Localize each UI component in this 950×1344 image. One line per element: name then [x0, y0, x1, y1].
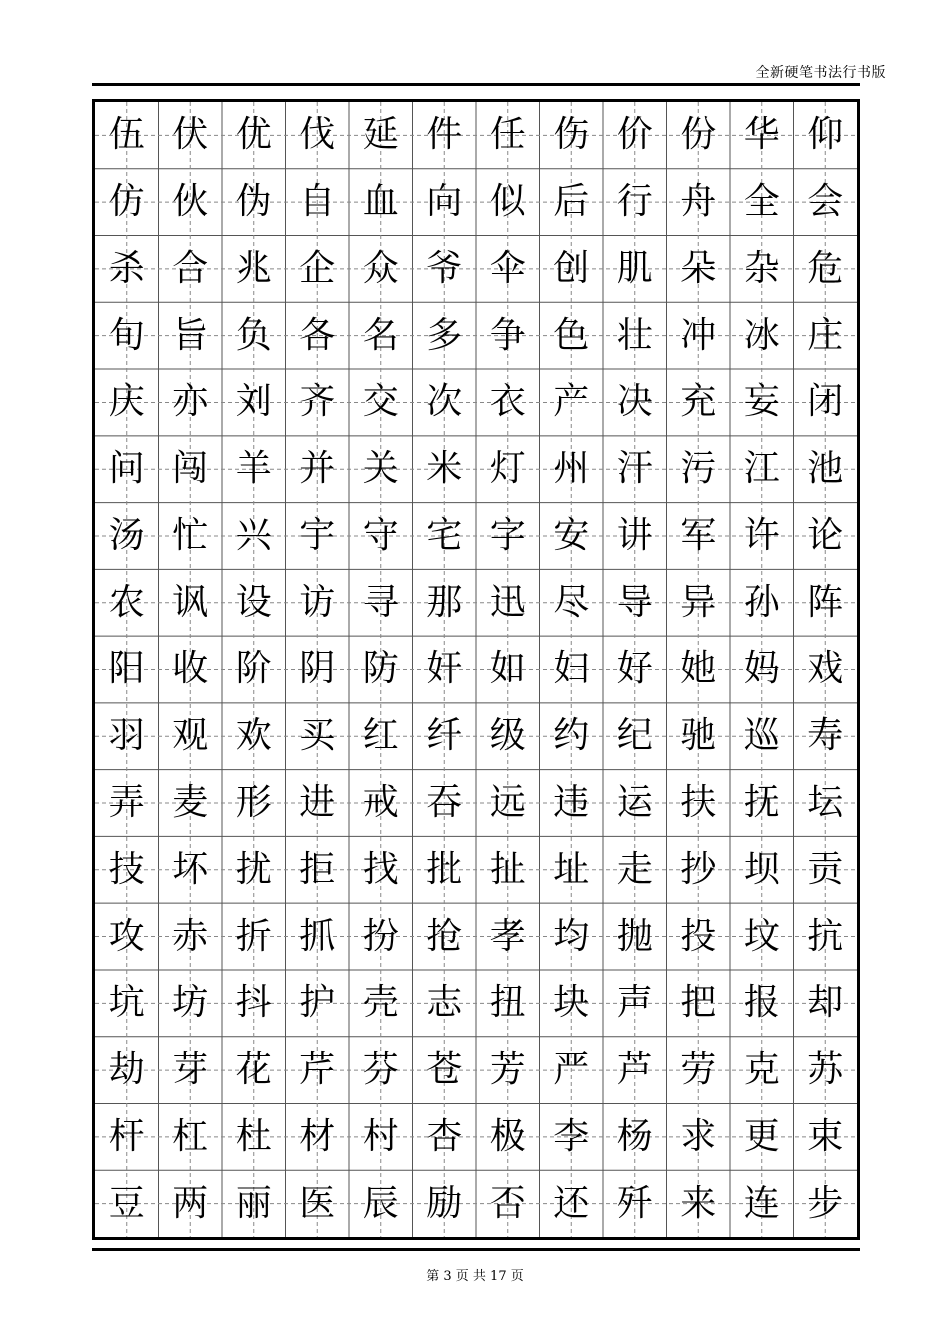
- character-cell: 米: [426, 448, 463, 490]
- character-cell: 歼: [616, 1182, 653, 1224]
- character-cell: 众: [362, 247, 399, 289]
- character-cell: 江: [743, 448, 780, 490]
- character-cell: 丽: [235, 1182, 272, 1224]
- character-cell: 扯: [489, 848, 526, 890]
- character-cell: 妇: [553, 648, 590, 690]
- character-cell: 自: [299, 181, 336, 223]
- character-cell: 各: [299, 314, 336, 356]
- character-cell: 束: [807, 1115, 844, 1157]
- character-cell: 观: [172, 715, 209, 757]
- character-cell: 杏: [426, 1115, 463, 1157]
- character-cell: 仰: [807, 114, 844, 156]
- character-cell: 舟: [680, 181, 717, 223]
- character-cell: 块: [553, 982, 590, 1024]
- character-cell: 报: [743, 982, 780, 1024]
- character-cell: 志: [426, 982, 463, 1024]
- character-cell: 抓: [299, 915, 336, 957]
- character-cell: 弄: [108, 782, 145, 824]
- character-cell: 肌: [616, 247, 653, 289]
- character-cell: 份: [680, 114, 717, 156]
- character-cell: 芦: [616, 1049, 653, 1091]
- character-cell: 会: [807, 181, 844, 223]
- character-cell: 灯: [489, 448, 526, 490]
- character-cell: 伙: [172, 181, 209, 223]
- character-cell: 麦: [172, 782, 209, 824]
- character-cell: 纤: [426, 715, 463, 757]
- character-cell: 那: [426, 581, 463, 623]
- character-cell: 污: [680, 448, 717, 490]
- character-cell: 色: [553, 314, 590, 356]
- character-cell: 许: [743, 514, 780, 556]
- character-cell: 驰: [680, 715, 717, 757]
- character-cell: 字: [489, 514, 526, 556]
- character-cell: 却: [807, 982, 844, 1024]
- character-cell: 约: [553, 715, 590, 757]
- character-cell: 址: [553, 848, 590, 890]
- character-cell: 讲: [616, 514, 653, 556]
- character-cell: 华: [743, 114, 780, 156]
- character-cell: 求: [680, 1115, 717, 1157]
- character-cell: 名: [362, 314, 399, 356]
- character-cell: 交: [362, 381, 399, 423]
- character-cell: 企: [299, 247, 336, 289]
- character-cell: 冲: [680, 314, 717, 356]
- character-cell: 设: [235, 581, 272, 623]
- character-cell: 危: [807, 247, 844, 289]
- character-cell: 买: [299, 715, 336, 757]
- character-cell: 戏: [807, 648, 844, 690]
- character-cell: 如: [489, 648, 526, 690]
- character-cell: 安: [553, 514, 590, 556]
- character-cell: 衣: [489, 381, 526, 423]
- character-cell: 坛: [807, 782, 844, 824]
- character-cell: 奸: [426, 648, 463, 690]
- character-cell: 步: [807, 1182, 844, 1224]
- character-cell: 兴: [235, 514, 272, 556]
- character-cell: 违: [553, 782, 590, 824]
- character-cell: 伪: [235, 181, 272, 223]
- character-cell: 赤: [172, 915, 209, 957]
- character-cell: 抄: [680, 848, 717, 890]
- character-cell: 好: [616, 648, 653, 690]
- character-cell: 芬: [362, 1049, 399, 1091]
- character-cell: 杠: [172, 1115, 209, 1157]
- character-cell: 辰: [362, 1182, 399, 1224]
- character-cell: 纪: [616, 715, 653, 757]
- character-cell: 她: [680, 648, 717, 690]
- character-cell: 妄: [743, 381, 780, 423]
- character-cell: 扰: [235, 848, 272, 890]
- character-cell: 农: [108, 581, 145, 623]
- character-cell: 走: [616, 848, 653, 890]
- character-cell: 创: [553, 247, 590, 289]
- character-cell: 寿: [807, 715, 844, 757]
- character-cell: 行: [616, 181, 653, 223]
- character-cell: 苍: [426, 1049, 463, 1091]
- character-cell: 励: [426, 1182, 463, 1224]
- character-cell: 芹: [299, 1049, 336, 1091]
- character-cell: 优: [235, 114, 272, 156]
- character-cell: 迅: [489, 581, 526, 623]
- character-cell: 并: [299, 448, 336, 490]
- character-cell: 任: [489, 114, 526, 156]
- character-cell: 严: [553, 1049, 590, 1091]
- character-cell: 冰: [743, 314, 780, 356]
- character-cell: 拒: [299, 848, 336, 890]
- character-cell: 均: [553, 915, 590, 957]
- character-cell: 克: [743, 1049, 780, 1091]
- character-cell: 扮: [362, 915, 399, 957]
- character-cell: 抖: [235, 982, 272, 1024]
- character-cell: 壳: [362, 982, 399, 1024]
- character-cell: 关: [362, 448, 399, 490]
- character-cell: 运: [616, 782, 653, 824]
- character-cell: 似: [489, 181, 526, 223]
- character-cell: 伏: [172, 114, 209, 156]
- character-cell: 讽: [172, 581, 209, 623]
- character-cell: 来: [680, 1182, 717, 1224]
- character-cell: 多: [426, 314, 463, 356]
- character-cell: 贡: [807, 848, 844, 890]
- character-cell: 访: [299, 581, 336, 623]
- character-cell: 延: [362, 114, 399, 156]
- character-cell: 争: [489, 314, 526, 356]
- character-cell: 孝: [489, 915, 526, 957]
- practice-grid-frame: [92, 99, 860, 1240]
- character-cell: 庄: [807, 314, 844, 356]
- character-cell: 决: [616, 381, 653, 423]
- character-cell: 汤: [108, 514, 145, 556]
- character-cell: 攻: [108, 915, 145, 957]
- character-cell: 扭: [489, 982, 526, 1024]
- header-title: 全新硬笔书法行书版: [755, 65, 886, 81]
- character-cell: 杀: [108, 247, 145, 289]
- character-cell: 兆: [235, 247, 272, 289]
- character-cell: 守: [362, 514, 399, 556]
- character-cell: 后: [553, 181, 590, 223]
- character-cell: 声: [616, 982, 653, 1024]
- character-cell: 坊: [172, 982, 209, 1024]
- character-cell: 阴: [299, 648, 336, 690]
- character-cell: 抚: [743, 782, 780, 824]
- character-cell: 李: [553, 1115, 590, 1157]
- character-cell: 池: [807, 448, 844, 490]
- character-cell: 劫: [108, 1049, 145, 1091]
- character-cell: 全: [743, 181, 780, 223]
- character-cell: 欢: [235, 715, 272, 757]
- character-cell: 妈: [743, 648, 780, 690]
- character-cell: 宅: [426, 514, 463, 556]
- character-cell: 问: [108, 448, 145, 490]
- character-cell: 杆: [108, 1115, 145, 1157]
- character-cell: 阳: [108, 648, 145, 690]
- character-cell: 亦: [172, 381, 209, 423]
- character-cell: 极: [489, 1115, 526, 1157]
- page-indicator: 第 3 页 共 17 页: [426, 1269, 524, 1284]
- character-cell: 庆: [108, 381, 145, 423]
- character-cell: 闭: [807, 381, 844, 423]
- character-cell: 更: [743, 1115, 780, 1157]
- character-cell: 齐: [299, 381, 336, 423]
- character-cell: 级: [489, 715, 526, 757]
- character-cell: 芽: [172, 1049, 209, 1091]
- character-cell: 旬: [108, 314, 145, 356]
- character-cell: 价: [616, 114, 653, 156]
- footer-rule: [92, 1248, 860, 1251]
- character-cell: 朵: [680, 247, 717, 289]
- character-cell: 巡: [743, 715, 780, 757]
- character-cell: 坝: [743, 848, 780, 890]
- character-cell: 扶: [680, 782, 717, 824]
- character-cell: 壮: [616, 314, 653, 356]
- character-cell: 产: [553, 381, 590, 423]
- character-cell: 否: [489, 1182, 526, 1224]
- character-cell: 戒: [362, 782, 399, 824]
- character-cell: 次: [426, 381, 463, 423]
- character-cell: 还: [553, 1182, 590, 1224]
- character-cell: 杜: [235, 1115, 272, 1157]
- character-grid: [95, 102, 857, 1237]
- character-cell: 抛: [616, 915, 653, 957]
- character-cell: 花: [235, 1049, 272, 1091]
- character-cell: 远: [489, 782, 526, 824]
- character-cell: 两: [172, 1182, 209, 1224]
- character-cell: 仿: [108, 181, 145, 223]
- character-cell: 忙: [172, 514, 209, 556]
- character-cell: 杨: [616, 1115, 653, 1157]
- character-cell: 形: [235, 782, 272, 824]
- character-cell: 州: [553, 448, 590, 490]
- character-cell: 闯: [172, 448, 209, 490]
- character-cell: 连: [743, 1182, 780, 1224]
- character-cell: 伞: [489, 247, 526, 289]
- character-cell: 找: [362, 848, 399, 890]
- character-cell: 收: [172, 648, 209, 690]
- character-cell: 导: [616, 581, 653, 623]
- character-cell: 论: [807, 514, 844, 556]
- character-cell: 医: [299, 1182, 336, 1224]
- character-cell: 坟: [743, 915, 780, 957]
- character-cell: 负: [235, 314, 272, 356]
- character-cell: 寻: [362, 581, 399, 623]
- character-cell: 羊: [235, 448, 272, 490]
- character-cell: 批: [426, 848, 463, 890]
- character-cell: 劳: [680, 1049, 717, 1091]
- character-cell: 红: [362, 715, 399, 757]
- character-cell: 防: [362, 648, 399, 690]
- character-cell: 血: [362, 181, 399, 223]
- character-cell: 旨: [172, 314, 209, 356]
- character-cell: 孙: [743, 581, 780, 623]
- character-cell: 苏: [807, 1049, 844, 1091]
- character-cell: 爷: [426, 247, 463, 289]
- character-cell: 吞: [426, 782, 463, 824]
- character-cell: 芳: [489, 1049, 526, 1091]
- character-cell: 尽: [553, 581, 590, 623]
- character-cell: 护: [299, 982, 336, 1024]
- character-cell: 军: [680, 514, 717, 556]
- character-cell: 坏: [172, 848, 209, 890]
- character-cell: 豆: [108, 1182, 145, 1224]
- character-cell: 宇: [299, 514, 336, 556]
- character-cell: 刘: [235, 381, 272, 423]
- character-cell: 投: [680, 915, 717, 957]
- character-cell: 技: [108, 848, 145, 890]
- character-cell: 抗: [807, 915, 844, 957]
- character-cell: 折: [235, 915, 272, 957]
- character-cell: 阶: [235, 648, 272, 690]
- character-cell: 伐: [299, 114, 336, 156]
- character-cell: 伍: [108, 114, 145, 156]
- character-cell: 阵: [807, 581, 844, 623]
- character-cell: 村: [362, 1115, 399, 1157]
- character-cell: 充: [680, 381, 717, 423]
- character-cell: 抢: [426, 915, 463, 957]
- character-cell: 件: [426, 114, 463, 156]
- character-cell: 汗: [616, 448, 653, 490]
- character-cell: 异: [680, 581, 717, 623]
- character-cell: 伤: [553, 114, 590, 156]
- character-cell: 材: [299, 1115, 336, 1157]
- header-rule: [92, 83, 860, 86]
- character-cell: 羽: [108, 715, 145, 757]
- character-cell: 进: [299, 782, 336, 824]
- character-cell: 坑: [108, 982, 145, 1024]
- character-cell: 合: [172, 247, 209, 289]
- character-cell: 向: [426, 181, 463, 223]
- character-cell: 把: [680, 982, 717, 1024]
- character-cell: 杂: [743, 247, 780, 289]
